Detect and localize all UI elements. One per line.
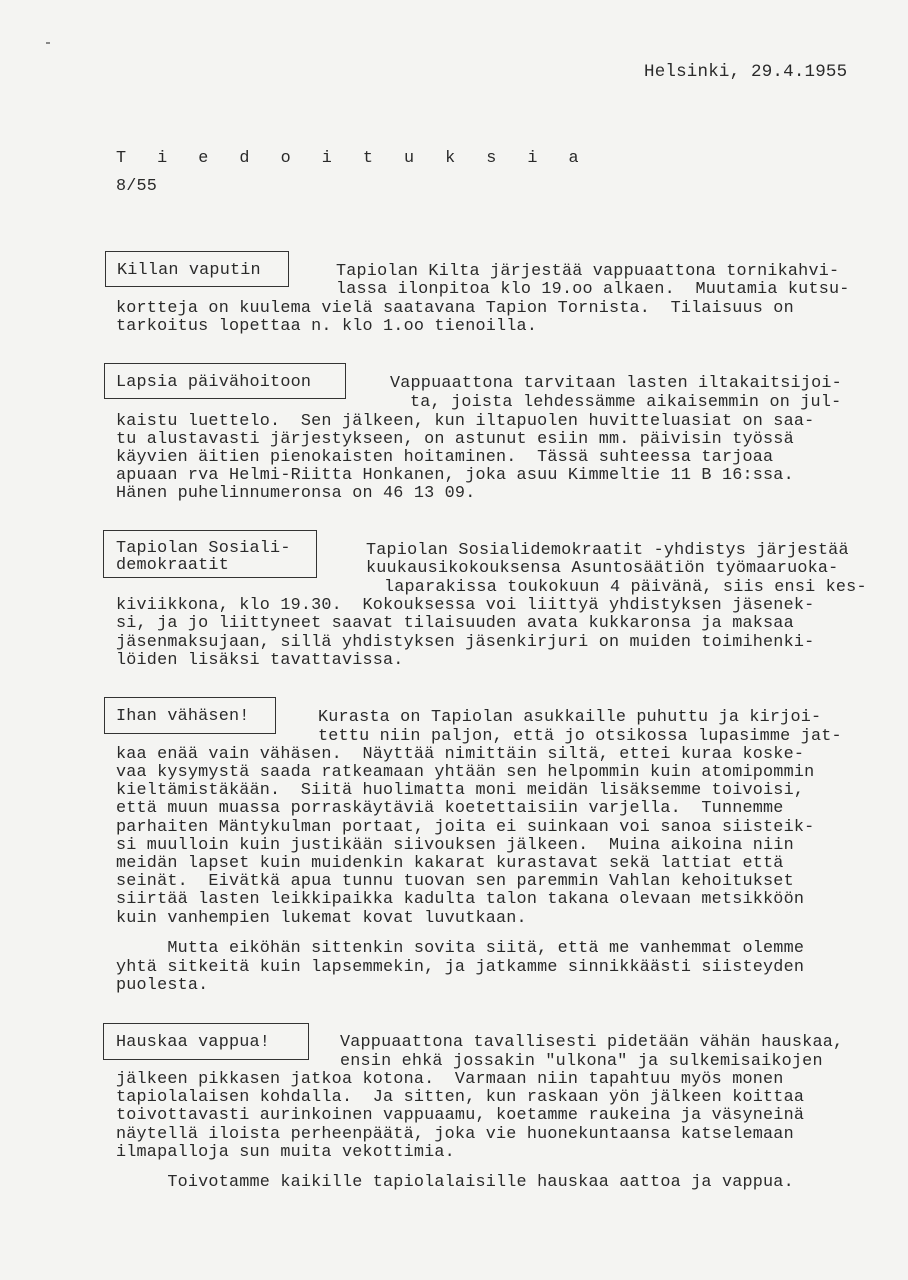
body-line: tu alustavasti järjestykseen, on astunut esiin mm. päivisin työssä	[116, 430, 794, 449]
body-line: yhtä sitkeitä kuin lapsemmekin, ja jatkamme sinnikkäästi siisteyden	[116, 958, 805, 977]
section-heading-sosialidemokraatit-line1: Tapiolan Sosiali-	[116, 539, 291, 558]
body-line: siirtää lasten leikkipaikka kadulta talon takana olevaan metsikköön	[116, 890, 805, 909]
body-line: Tapiolan Sosialidemokraatit -yhdistys järjestää	[366, 541, 849, 560]
body-line: kaistu luettelo. Sen jälkeen, kun iltapuolen huvitteluasiat on saa-	[116, 412, 815, 431]
body-line: jälkeen pikkasen jatkoa kotona. Varmaan niin tapahtuu myös monen	[116, 1070, 784, 1089]
body-line: kiviikkona, klo 19.30. Kokouksessa voi liittyä yhdistyksen jäsenek-	[116, 596, 815, 615]
section-heading-hauskaa: Hauskaa vappua!	[116, 1033, 271, 1052]
place-date: Helsinki, 29.4.1955	[644, 62, 848, 82]
body-line: tarkoitus lopettaa n. klo 1.oo tienoilla.	[116, 317, 538, 336]
body-line: näytellä iloista perheenpäätä, joka vie huonekuntaansa katselemaan	[116, 1125, 794, 1144]
body-line: Mutta eiköhän sittenkin sovita siitä, että me vanhemmat olemme	[116, 939, 805, 958]
body-line: Vappuaattona tarvitaan lasten iltakaitsijoi-	[390, 374, 842, 393]
body-line: ta, joista lehdessämme aikaisemmin on jul-	[410, 393, 842, 412]
body-line: kaa enää vain vähäsen. Näyttää nimittäin siltä, ettei kuraa koske-	[116, 745, 805, 764]
section-heading-killan: Killan vaputin	[117, 261, 261, 280]
body-line: toivottavasti aurinkoinen vappuaamu, koetamme raukeina ja väsyneinä	[116, 1106, 805, 1125]
body-line: jäsenmaksujaan, sillä yhdistyksen jäsenkirjuri on muiden toimihenki-	[116, 633, 815, 652]
body-line: tapiolalaisen kohdalla. Ja sitten, kun raskaan yön jälkeen koittaa	[116, 1088, 805, 1107]
body-line: että muun muassa porraskäytäviä koetettaisiin varjella. Tunnemme	[116, 799, 784, 818]
margin-mark	[46, 42, 50, 44]
body-line: si muulloin kuin justikään siivouksen jälkeen. Muina aikoina niin	[116, 836, 794, 855]
body-line: kuukausikokouksensa Asuntosäätiön työmaaruoka-	[366, 559, 839, 578]
body-line: Toivotamme kaikille tapiolalaisille hauskaa aattoa ja vappua.	[116, 1173, 794, 1192]
body-line: seinät. Eivätkä apua tunnu tuovan sen paremmin Vahlan kehoitukset	[116, 872, 794, 891]
section-heading-ihan: Ihan vähäsen!	[116, 707, 250, 726]
body-line: lassa ilonpitoa klo 19.oo alkaen. Muutamia kutsu-	[336, 280, 850, 299]
body-line: tettu niin paljon, että jo otsikossa lupasimme jat-	[318, 727, 842, 746]
body-line: kortteja on kuulema vielä saatavana Tapion Tornista. Tilaisuus on	[116, 299, 794, 318]
body-line: laparakissa toukokuun 4 päivänä, siis ensi kes-	[384, 578, 867, 597]
body-line: parhaiten Mäntykulman portaat, joita ei suinkaan voi sanoa siisteik-	[116, 818, 815, 837]
body-line: Hänen puhelinnumeronsa on 46 13 09.	[116, 484, 476, 503]
body-line: puolesta.	[116, 976, 209, 995]
body-line: apuaan rva Helmi-Riitta Honkanen, joka asuu Kimmeltie 11 B 16:ssa.	[116, 466, 794, 485]
issue-number: 8/55	[116, 177, 158, 196]
body-line: käyvien äitien pienokaisten hoitaminen. Tässä suhteessa tarjoaa	[116, 448, 774, 467]
body-line: kieltämistäkään. Siitä huolimatta moni meidän lisäksemme toivoisi,	[116, 781, 805, 800]
body-line: si, ja jo liittyneet saavat tilaisuuden avata kukkaronsa ja maksaa	[116, 614, 794, 633]
body-line: Tapiolan Kilta järjestää vappuaattona tornikahvi-	[336, 262, 840, 281]
body-line: kuin vanhempien lukemat kovat luvutkaan.	[116, 909, 527, 928]
body-line: Vappuaattona tavallisesti pidetään vähän hauskaa,	[340, 1033, 844, 1052]
body-line: löiden lisäksi tavattavissa.	[116, 651, 404, 670]
section-heading-lapsia: Lapsia päivähoitoon	[116, 373, 312, 392]
page-title: T i e d o i t u k s i a	[116, 149, 590, 168]
body-line: vaa kysymystä saada ratkeamaan yhtään sen helpommin kuin atomipommin	[116, 763, 815, 782]
body-line: Kurasta on Tapiolan asukkaille puhuttu ja kirjoi-	[318, 708, 822, 727]
body-line: meidän lapset kuin muidenkin kakarat kurastavat sekä lattiat että	[116, 854, 784, 873]
body-line: ilmapalloja sun muita vekottimia.	[116, 1143, 455, 1162]
body-line: ensin ehkä jossakin "ulkona" ja sulkemisaikojen	[340, 1052, 823, 1071]
section-heading-sosialidemokraatit-line2: demokraatit	[116, 556, 229, 575]
